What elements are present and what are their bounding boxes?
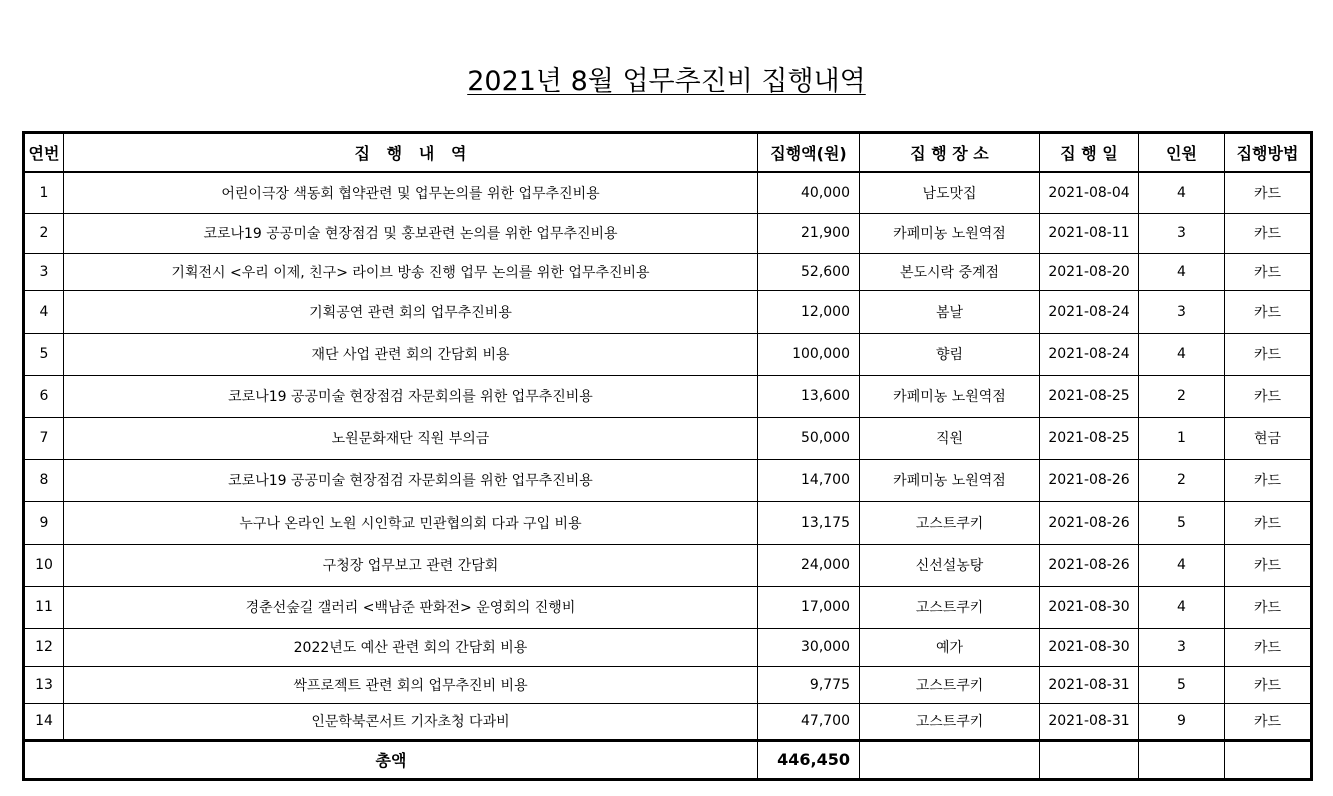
cell-amount: 13,175 (758, 501, 860, 544)
cell-amount: 47,700 (758, 703, 860, 740)
cell-method: 카드 (1225, 666, 1312, 703)
table-row (24, 290, 1312, 333)
cell-date: 2021-08-24 (1040, 333, 1139, 375)
cell-desc: 재단 사업 관련 회의 간담회 비용 (64, 333, 758, 375)
cell-no: 3 (24, 253, 64, 290)
cell-date: 2021-08-30 (1040, 586, 1139, 628)
cell-method: 카드 (1225, 544, 1312, 586)
cell-amount: 13,600 (758, 375, 860, 417)
cell-place: 카페미농 노원역점 (860, 375, 1040, 417)
cell-people: 4 (1139, 586, 1225, 628)
cell-people: 3 (1139, 628, 1225, 666)
table-row (24, 253, 1312, 290)
total-amount: 446,450 (758, 740, 860, 779)
table-row (24, 703, 1312, 740)
cell-date: 2021-08-25 (1040, 375, 1139, 417)
cell-method: 카드 (1225, 375, 1312, 417)
cell-desc: 인문학북콘서트 기자초청 다과비 (64, 703, 758, 740)
table-row (24, 459, 1312, 501)
table-row (24, 501, 1312, 544)
cell-people: 4 (1139, 333, 1225, 375)
cell-no: 2 (24, 213, 64, 253)
total-label: 총액 (24, 740, 758, 779)
table-row (24, 628, 1312, 666)
cell-amount: 9,775 (758, 666, 860, 703)
cell-desc: 싹프로젝트 관련 회의 업무추진비 비용 (64, 666, 758, 703)
expense-table (22, 131, 1313, 781)
cell-method: 카드 (1225, 459, 1312, 501)
cell-desc: 어린이극장 색동회 협약관련 및 업무논의를 위한 업무추진비용 (64, 172, 758, 213)
cell-date: 2021-08-30 (1040, 628, 1139, 666)
table-row (24, 375, 1312, 417)
cell-date: 2021-08-26 (1040, 544, 1139, 586)
cell-desc: 코로나19 공공미술 현장점검 및 홍보관련 논의를 위한 업무추진비용 (64, 213, 758, 253)
cell-date: 2021-08-26 (1040, 501, 1139, 544)
cell-date: 2021-08-11 (1040, 213, 1139, 253)
cell-method: 카드 (1225, 290, 1312, 333)
cell-desc: 2022년도 예산 관련 회의 간담회 비용 (64, 628, 758, 666)
cell-people: 4 (1139, 544, 1225, 586)
cell-desc: 누구나 온라인 노원 시인학교 민관협의회 다과 구입 비용 (64, 501, 758, 544)
cell-amount: 100,000 (758, 333, 860, 375)
cell-amount: 21,900 (758, 213, 860, 253)
cell-amount: 24,000 (758, 544, 860, 586)
table-row (24, 666, 1312, 703)
cell-no: 10 (24, 544, 64, 586)
cell-place: 고스트쿠키 (860, 501, 1040, 544)
table-row (24, 213, 1312, 253)
cell-method: 카드 (1225, 628, 1312, 666)
cell-amount: 30,000 (758, 628, 860, 666)
cell-people: 2 (1139, 459, 1225, 501)
cell-date: 2021-08-04 (1040, 172, 1139, 213)
table-row (24, 586, 1312, 628)
document-title: 2021년 8월 업무추진비 집행내역 (467, 66, 866, 97)
header-no: 연번 (24, 133, 64, 173)
cell-no: 8 (24, 459, 64, 501)
header-method: 집행방법 (1225, 133, 1312, 173)
total-empty-people (1139, 740, 1225, 779)
total-empty-method (1225, 740, 1312, 779)
cell-amount: 50,000 (758, 417, 860, 459)
cell-no: 13 (24, 666, 64, 703)
cell-date: 2021-08-20 (1040, 253, 1139, 290)
table-row (24, 333, 1312, 375)
cell-method: 현금 (1225, 417, 1312, 459)
cell-people: 4 (1139, 172, 1225, 213)
cell-place: 예가 (860, 628, 1040, 666)
cell-desc: 기획공연 관련 회의 업무추진비용 (64, 290, 758, 333)
cell-no: 1 (24, 172, 64, 213)
header-people: 인원 (1139, 133, 1225, 173)
cell-desc: 경춘선숲길 갤러리 <백남준 판화전> 운영회의 진행비 (64, 586, 758, 628)
header-date: 집 행 일 (1040, 133, 1139, 173)
cell-desc: 기획전시 <우리 이제, 친구> 라이브 방송 진행 업무 논의를 위한 업무추진비용 (64, 253, 758, 290)
cell-place: 남도맛집 (860, 172, 1040, 213)
total-empty-date (1040, 740, 1139, 779)
cell-place: 향림 (860, 333, 1040, 375)
cell-no: 12 (24, 628, 64, 666)
cell-no: 7 (24, 417, 64, 459)
total-empty-place (860, 740, 1040, 779)
cell-people: 5 (1139, 666, 1225, 703)
cell-desc: 코로나19 공공미술 현장점검 자문회의를 위한 업무추진비용 (64, 375, 758, 417)
cell-desc: 구청장 업무보고 관련 간담회 (64, 544, 758, 586)
cell-amount: 17,000 (758, 586, 860, 628)
cell-people: 4 (1139, 253, 1225, 290)
cell-no: 6 (24, 375, 64, 417)
cell-desc: 노원문화재단 직원 부의금 (64, 417, 758, 459)
cell-place: 고스트쿠키 (860, 586, 1040, 628)
table-row (24, 417, 1312, 459)
cell-place: 카페미농 노원역점 (860, 459, 1040, 501)
cell-people: 9 (1139, 703, 1225, 740)
table-row (24, 172, 1312, 213)
cell-date: 2021-08-26 (1040, 459, 1139, 501)
cell-method: 카드 (1225, 213, 1312, 253)
cell-amount: 12,000 (758, 290, 860, 333)
cell-no: 4 (24, 290, 64, 333)
cell-people: 3 (1139, 213, 1225, 253)
cell-people: 5 (1139, 501, 1225, 544)
cell-desc: 코로나19 공공미술 현장점검 자문회의를 위한 업무추진비용 (64, 459, 758, 501)
cell-place: 직원 (860, 417, 1040, 459)
cell-no: 14 (24, 703, 64, 740)
cell-method: 카드 (1225, 253, 1312, 290)
cell-place: 봄날 (860, 290, 1040, 333)
cell-people: 2 (1139, 375, 1225, 417)
header-desc: 집 행 내 역 (64, 133, 758, 173)
cell-place: 카페미농 노원역점 (860, 213, 1040, 253)
cell-method: 카드 (1225, 703, 1312, 740)
cell-date: 2021-08-31 (1040, 666, 1139, 703)
cell-no: 11 (24, 586, 64, 628)
header-row (24, 133, 1312, 173)
cell-amount: 14,700 (758, 459, 860, 501)
cell-method: 카드 (1225, 333, 1312, 375)
cell-amount: 52,600 (758, 253, 860, 290)
table-row (24, 544, 1312, 586)
cell-date: 2021-08-31 (1040, 703, 1139, 740)
header-amount: 집행액(원) (758, 133, 860, 173)
cell-date: 2021-08-24 (1040, 290, 1139, 333)
cell-place: 본도시락 중계점 (860, 253, 1040, 290)
header-place: 집 행 장 소 (860, 133, 1040, 173)
cell-method: 카드 (1225, 172, 1312, 213)
cell-place: 고스트쿠키 (860, 703, 1040, 740)
cell-amount: 40,000 (758, 172, 860, 213)
cell-method: 카드 (1225, 501, 1312, 544)
cell-place: 신선설농탕 (860, 544, 1040, 586)
total-row (24, 740, 1312, 779)
cell-method: 카드 (1225, 586, 1312, 628)
cell-people: 3 (1139, 290, 1225, 333)
cell-no: 9 (24, 501, 64, 544)
cell-no: 5 (24, 333, 64, 375)
cell-date: 2021-08-25 (1040, 417, 1139, 459)
cell-place: 고스트쿠키 (860, 666, 1040, 703)
cell-people: 1 (1139, 417, 1225, 459)
